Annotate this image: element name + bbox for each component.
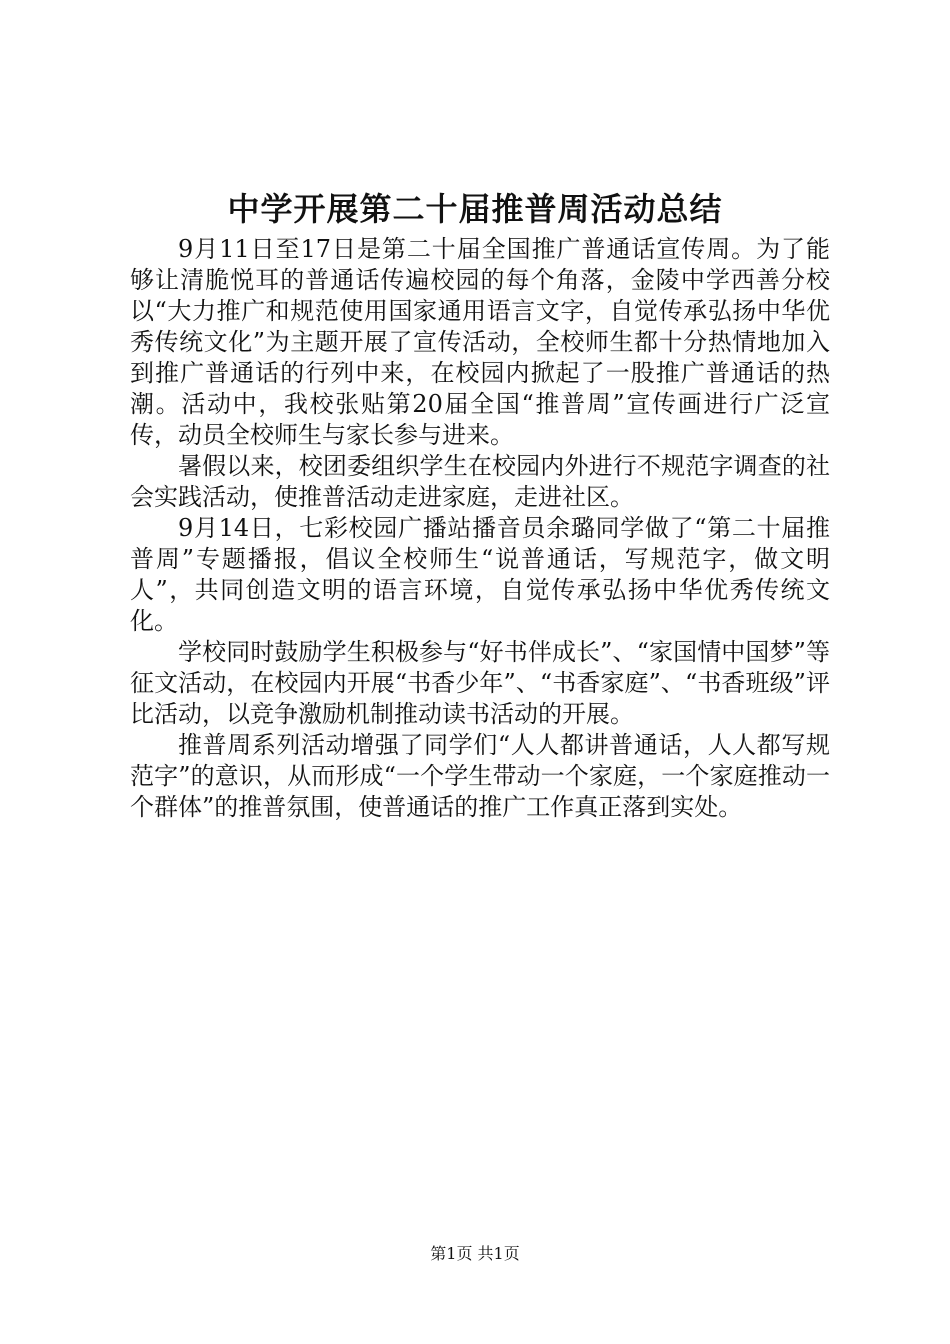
document-title: 中学开展第二十届推普周活动总结 [227,190,723,228]
paragraph: 9月14日，七彩校园广播站播音员余璐同学做了“第二十届推普周”专题播报，倡议全校师生“说普通话，写规范字，做文明人”，共同创造文明的语言环境，自觉传承弘扬中华优秀传统文化。 [130,514,830,635]
paragraph: 学校同时鼓励学生积极参与“好书伴成长”、“家国情中国梦”等征文活动，在校园内开展“书香少年”、“书香家庭”、“书香班级”评比活动，以竞争激励机制推动读书活动的开展。 [130,638,830,728]
page-footer: 第1页 共1页 [430,1244,520,1263]
paragraph: 暑假以来，校团委组织学生在校园内外进行不规范字调查的社会实践活动，使推普活动走进家庭，走进社区。 [130,452,830,511]
paragraph: 推普周系列活动增强了同学们“人人都讲普通话，人人都写规范字”的意识，从而形成“一个学生带动一个家庭，一个家庭推动一个群体”的推普氛围，使普通话的推广工作真正落到实处。 [130,731,830,821]
document-body [130,234,830,823]
paragraph: 9月11日至17日是第二十届全国推广普通话宣传周。为了能够让清脆悦耳的普通话传遍校园的每个角落，金陵中学西善分校以“大力推广和规范使用国家通用语言文字，自觉传承弘扬中华优秀传统文化”为主题开展了宣传活动，全校师生都十分热情地加入到推广普通话的行列中来，在校园内掀起了一股推广普通话的热潮。活动中，我校张贴第20届全国“推普周”宣传画进行广泛宣传，动员全校师生与家长参与进来。 [130,235,830,449]
